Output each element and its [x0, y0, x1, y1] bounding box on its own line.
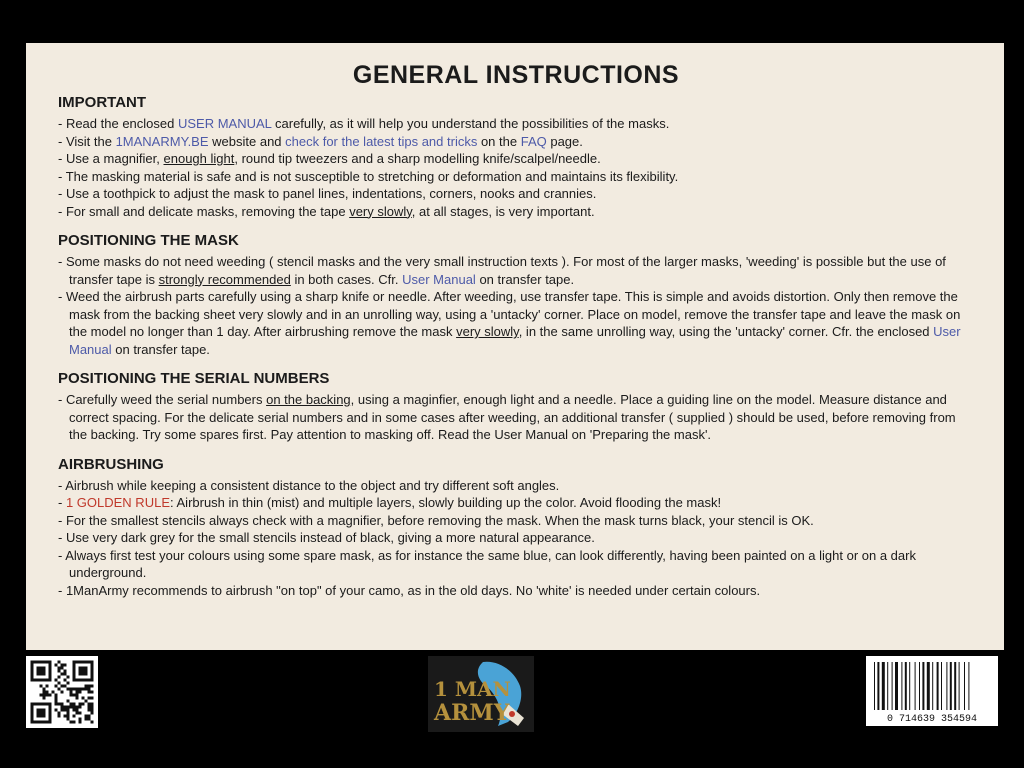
reference-link: 1MANARMY.BE [115, 133, 209, 149]
emphasis-text: on the backing [266, 392, 351, 407]
item-text: , at all stages, is very important. [411, 203, 595, 219]
barcode-number: 0 714639 354594 [886, 714, 978, 725]
item-text: in both cases. Cfr. [290, 271, 403, 287]
item-text: - The masking material is safe and is not susceptible to stretching or deformation and maintains its flexibility. [58, 168, 679, 184]
page-title: GENERAL INSTRUCTIONS [352, 61, 680, 89]
instruction-item [58, 494, 974, 512]
item-text: - Use a toothpick to adjust the mask to panel lines, indentations, corners, nooks and crannies. [58, 186, 597, 201]
section-heading: POSITIONING THE SERIAL NUMBERS [58, 370, 330, 387]
section-heading: IMPORTANT [58, 94, 147, 111]
qr-code [26, 656, 98, 728]
item-text: - Always first test your colours using some spare mask, as for instance the same blue, can look differently, having been painted on a light or on a dark underground. [58, 547, 916, 580]
instruction-item [58, 150, 974, 168]
item-text: carefully, as it will help you understand the possibilities of the masks. [271, 116, 670, 131]
section-heading: POSITIONING THE MASK [58, 232, 239, 249]
barcode-icon [866, 656, 998, 726]
item-text: - Use a magnifier, [58, 151, 164, 166]
reference-link: User Manual [402, 271, 476, 287]
instruction-list [58, 477, 974, 600]
item-text: on transfer tape. [111, 341, 210, 357]
instruction-item [58, 512, 974, 530]
item-text: - Some masks do not need weeding ( stencil masks and the very small instruction texts ). For most of the larger masks, 'weeding' is possible but the use of transfer tape is [58, 254, 946, 287]
item-text: - Read the enclosed [58, 116, 178, 131]
instruction-item [58, 391, 974, 444]
item-text: website and [208, 133, 286, 149]
instruction-list [58, 253, 974, 358]
qr-code-icon [26, 656, 98, 728]
item-text: page. [546, 133, 583, 149]
emphasis-text: very slowly [349, 203, 412, 219]
reference-link: FAQ [520, 133, 547, 149]
item-text: , in the same unrolling way, using the 'untacky' corner. Cfr. the enclosed [518, 324, 934, 339]
instruction-item [58, 288, 974, 358]
item-text: : Airbrush in thin (mist) and multiple layers, slowly building up the color. Avoid flooding the mask! [170, 495, 722, 510]
brand-logo [428, 656, 534, 732]
emphasis-text: enough light [163, 151, 235, 166]
logo-line1: 1 MAN [434, 677, 511, 701]
instruction-list [58, 115, 974, 220]
sections-container [58, 94, 974, 599]
item-text: - For small and delicate masks, removing the tape [58, 203, 350, 219]
reference-link: User Manual [69, 324, 961, 357]
item-text: - 1ManArmy recommends to airbrush "on top" of your camo, as in the old days. No 'white' is needed under certain colours. [58, 582, 761, 598]
item-text: - Carefully weed the serial numbers [58, 392, 267, 407]
instruction-item [58, 547, 974, 582]
instruction-item [58, 168, 974, 186]
section-heading: AIRBRUSHING [58, 455, 164, 473]
item-text: on the [477, 133, 521, 149]
instruction-item [58, 203, 974, 221]
golden-rule-label: 1 GOLDEN RULE [65, 495, 170, 510]
instruction-item [58, 477, 974, 495]
instruction-list [58, 391, 974, 444]
instruction-item [58, 115, 974, 133]
instruction-item [58, 185, 974, 203]
instruction-item [58, 253, 974, 288]
instruction-item [58, 529, 974, 547]
item-text: - Airbrush while keeping a consistent distance to the object and try different soft angles. [58, 477, 560, 493]
item-text: - For the smallest stencils always check with a magnifier, before removing the mask. When the mask turns black, your stencil is OK. [58, 512, 814, 528]
barcode [866, 656, 998, 726]
emphasis-text: very slowly [456, 324, 519, 339]
instructions-panel [26, 43, 1004, 650]
reference-link: USER MANUAL [177, 116, 272, 131]
item-text: - Weed the airbrush parts carefully using a sharp knife or needle. After weeding, use transfer tape. This is simple and avoids distortion. Only then remove the mask from the backing sheet very slowly and in an unrolling way, using a 'untacky' corner. Place on model, remove the transfer tape and leave the mask on the model no longer than 1 day. After airbrushing remove the mask [58, 289, 961, 339]
item-text: - [58, 495, 66, 510]
reference-link: check for the latest tips and tricks [285, 133, 478, 149]
brand-logo-icon [428, 656, 534, 732]
item-text: on transfer tape. [475, 271, 575, 287]
logo-line2: ARMY [434, 700, 510, 726]
item-text: , using a maginfier, enough light and a needle. Place a guiding line on the model. Measure distance and correct spacing. For the delicate serial numbers and in some cases after weeding, an additional transfer ( supplied ) should be used, before removing from the backing. Try some spares first. Pay attention to masking off. Read the User Manual on 'Preparing the mask'. [69, 392, 956, 442]
instruction-item [58, 582, 974, 600]
item-text: - Use very dark grey for the small stencils instead of black, giving a more natural appearance. [58, 530, 595, 545]
item-text: , round tip tweezers and a sharp modelling knife/scalpel/needle. [234, 151, 601, 166]
item-text: - Visit the [58, 133, 116, 149]
emphasis-text: strongly recommended [158, 271, 291, 287]
instruction-item [58, 133, 974, 151]
